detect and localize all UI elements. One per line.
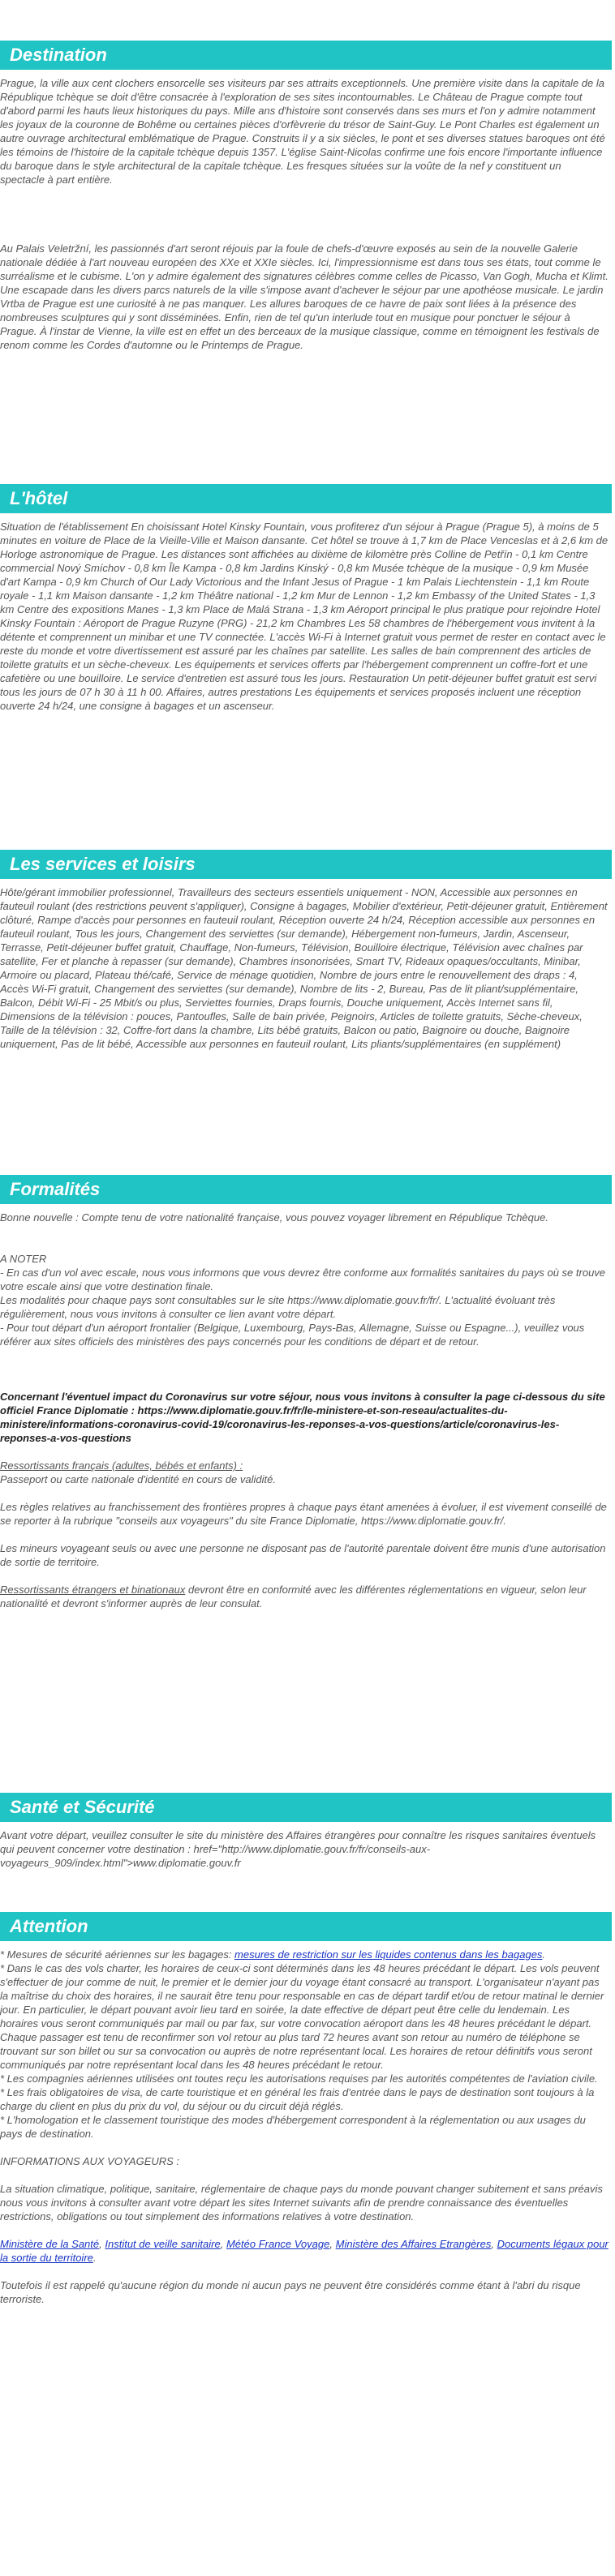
info-heading: INFORMATIONS AUX VOYAGEURS : [0, 2155, 180, 2167]
punctuation: . [92, 2252, 97, 2264]
paragraph: devront être en conformité avec les différentes réglementations en vigueur, selon leur nationalité et devront s'informer auprès de leur consulat. [0, 1584, 587, 1609]
paragraph: Avant votre départ, veuillez consulter le site du ministère des Affaires étrangères pour connaître les risques sanitaires éventuels qui peuvent concerner votre destination : href="http://www.diplomatie.gouv.fr/fr/conseils-aux-voyageurs_909/index.html">www.diplomatie.gouv.fr [0, 1829, 596, 1869]
paragraph: * Mesures de sécurité aériennes sur les bagages: [0, 1948, 235, 1961]
punctuation: . [542, 1948, 546, 1961]
separator: , [329, 2238, 336, 2250]
info-links [0, 2237, 609, 2265]
paragraph: Situation de l'établissement En choisissant Hotel Kinsky Fountain, vous profiterez d'un séjour à Prague (Prague 5), à moins de 5 minutes en voiture de Place de la Vieille-Ville et Maison dansante. Cet hôtel se trouve à 1,7 km de Place Venceslas et à 2,6 km de Horloge astronomique de Prague. Les distances sont affichées au dixième de kilomètre près Colline de Petřín - 0,1 km Centre commercial Nový Smíchov - 0,8 km Île Kampa - 0,8 km Jardins Kinský - 0,8 km Musée tchèque de la musique - 0,9 km Musée d'art Kampa - 0,9 km Church of Our Lady Victorious and the Infant Jesus of Prague - 1 km Palais Liechtenstein - 1,1 km Route royale - 1,1 km Maison dansante - 1,2 km Théâtre national - 1,2 km Mur de Lennon - 1,2 km Embassy of the United States - 1,3 km Centre des expositions Manes - 1,3 km Place de Malá Strana - 1,3 km Aéroport principal le plus pratique pour rejoindre Hotel Kinsky Fountain : Aéroport de Prague Ruzyne (PRG) - 21,2 km Chambres Les 58 chambres de l'hébergement vous invitent à la détente et comprennent un minibar et une TV connectée. L'accès Wi-Fi à Internet gratuit vous permet de rester en contact avec le reste du monde et votre divertissement est assuré par les chaînes par satellite. Les salles de bain comprennent des articles de toilette gratuits et un sèche-cheveux. Les équipements et services offerts par l'hébergement comprennent un coffre-fort et une cafetière ou une bouilloire. Le service d'entretien est assuré tous les jours. Restauration Un petit-déjeuner buffet gratuit est servi tous les jours de 07 h 30 à 11 h 00. Affaires, autres prestations Les équipements et services proposés incluent une réception ouverte 24 h/24, une consigne à bagages et un ascenseur. [0, 521, 609, 712]
section-banner [0, 41, 612, 70]
section-title: Formalités [10, 1179, 101, 1199]
paragraph: Hôte/gérant immobilier professionnel, Travailleurs des secteurs essentiels uniquement - NON, Accessible aux personnes en fauteuil roulant (des restrictions peuvent s'appliquer), Consigne à bagages, Mobilier d'extérieur, Petit-déjeuner gratuit, Entièrement clôturé, Rampe d'accès pour personnes en fauteuil roulant, Réception ouverte 24 h/24, Réception accessible aux personnes en fauteuil roulant, Tous les jours, Changement des serviettes (sur demande), Hébergement non-fumeurs, Jardin, Ascenseur, Terrasse, Petit-déjeuner buffet gratuit, Chauffage, Non-fumeurs, Télévision, Bouilloire électrique, Télévision avec chaînes par satellite, Fer et planche à repasser (sur demande), Chambres insonorisées, Smart TV, Rideaux opaques/occultants, Minibar, Armoire ou placard, Plateau thé/café, Service de ménage quotidien, Nombre de jours entre le renouvellement des draps : 4, Accès Wi-Fi gratuit, Changement des serviettes (sur demande), Nombre de lits - 2, Bureau, Pas de lit pliant/supplémentaire, Balcon, Débit Wi-Fi - 25 Mbit/s ou plus, Serviettes fournies, Draps fournis, Douche uniquement, Accès Internet sans fil, Dimensions de la télévision : pouces, Pantoufles, Salle de bain privée, Peignoirs, Articles de toilette gratuits, Sèche-cheveux, Taille de la télévision : 32, Coffre-fort dans la chambre, Lits bébé gratuits, Balcon ou patio, Baignoire ou douche, Baignoire uniquement, Pas de lit bébé, Accessible aux personnes en fauteuil roulant, Lits pliants/supplémentaires (en supplément) [0, 886, 608, 1050]
subheading: Ressortissants étrangers et binationaux [0, 1584, 186, 1596]
section-banner [0, 1175, 612, 1204]
section-body [0, 520, 615, 713]
section-sante [0, 1793, 615, 1870]
section-title: Attention [10, 1916, 88, 1936]
link-affaires-etrangeres[interactable]: Ministère des Affaires Etrangères [335, 2238, 492, 2250]
note-heading: A NOTER [0, 1253, 47, 1265]
paragraph: - Pour tout départ d'un aéroport frontalier (Belgique, Luxembourg, Pays-Bas, Allemagne, Suisse ou Espagne...), veuillez vous référer aux sites officiels des ministères des pays concernés pour les conditions de départ et de retour. [0, 1322, 585, 1348]
separator: , [220, 2238, 226, 2250]
section-body [0, 1211, 615, 1610]
section-attention [0, 1912, 615, 2306]
covid-notice: Concernant l'éventuel impact du Coronavirus sur votre séjour, nous vous invitons à consulter la page ci-dessous du site officiel France Diplomatie : https://www.diplomatie.gouv.fr/fr/le-ministere-et-son-reseau/actualites-du-ministere/informations-coronavirus-covid-19/coronavirus-les-reponses-a-vos-questions/article/coronavirus-les-reponses-a-vos-questions [0, 1391, 605, 1444]
link-documents-legaux[interactable]: Documents légaux pour la sortie du territoire [0, 2238, 609, 2264]
subheading: Ressortissants français (adultes, bébés et enfants) : [0, 1459, 243, 1472]
paragraph: Les règles relatives au franchissement des frontières propres à chaque pays étant amenées à évoluer, il est vivement conseillé de se reporter à la rubrique "conseils aux voyageurs" du site France Diplomatie, https://www.diplomatie.gouv.fr/. [0, 1501, 607, 1527]
section-body [0, 1828, 615, 1870]
paragraph: * Dans le cas des vols charter, les horaires de ceux-ci sont déterminés dans les 48 heures précédant le départ. Les vols peuvent s'effectuer de jour comme de nuit, le premier et le dernier jour du voyage étant consacré au transport. L'organisateur n'ayant pas la maîtrise du choix des horaires, il ne saurait être tenu pour responsable en cas de départ tardif et/ou de retour matinal le dernier jour. En particulier, le départ pouvant avoir lieu tard en soirée, la date effective de départ peut être celle du lendemain. Les horaires vous seront communiqués par mail ou par fax, sur votre convocation aéroport dans les 48 heures précédant le départ. Chaque passager est tenu de reconfirmer son vol retour au plus tard 72 heures avant son retour au numéro de téléphone se trouvant sur son billet ou sur sa convocation ou auprès de notre représentant local. Les horaires de retour définitifs vous seront communiqués par notre représentant local dans les 48 heures précédant le retour. [0, 1962, 604, 2071]
paragraph: Au Palais Veletržní, les passionnés d'art seront réjouis par la foule de chefs-d'œuvre exposés au sein de la nouvelle Galerie nationale dédiée à l'art nouveau européen des XXe et XXIe siècles. Ici, l'impressionnisme est dans tous ses états, tout comme le surréalisme et le cubisme. L'on y admire également des signatures célèbres comme celles de Picasso, Van Gogh, Mucha et Klimt. Une escapade dans les divers parcs naturels de la ville s'impose avant d'achever le séjour par une apothéose musicale. Le jardin Vrtba de Prague est une curiosité à ne pas manquer. Les allures baroques de ce havre de paix sont liées à la présence des nombreuses sculptures qui y sont disséminées. Enfin, rien de tel qu'un interlude tout en musique pour ponctuer le séjour à Prague. À l'instar de Vienne, la ville est en effet un des berceaux de la musique classique, comme en témoignent les festivals de renom comme les Cordes d'automne ou le Printemps de Prague. [0, 242, 609, 351]
liquids-restriction-link[interactable]: mesures de restriction sur les liquides contenus dans les bagages [234, 1948, 543, 1961]
paragraph: * Les compagnies aériennes utilisées ont toutes reçu les autorisations requises par les autorités compétentes de l'aviation civile. [0, 2072, 598, 2085]
section-services [0, 850, 615, 1051]
separator: , [99, 2238, 105, 2250]
paragraph: Les mineurs voyageant seuls ou avec une personne ne disposant pas de l'autorité parentale doivent être munis d'une autorisation de sortie de territoire. [0, 1542, 606, 1568]
paragraph: Passeport ou carte nationale d'identité en cours de validité. [0, 1473, 276, 1485]
section-title: Santé et Sécurité [10, 1797, 155, 1817]
paragraph: Prague, la ville aux cent clochers ensorcelle ses visiteurs par ses attraits exceptionnels. Une première visite dans la capitale de la République tchèque se doit d'être consacrée à l'exploration de ses sites incontournables. Le Château de Prague compte tout d'abord parmi les hauts lieux historiques du pays. Mille ans d'histoire sont conservés dans ses murs et l'on y admire notamment les joyaux de la couronne de Bohême ou certaines pièces d'orfèvrerie du trésor de Saint-Guy. Le Pont Charles est également un autre ouvrage architectural emblématique de Prague. Construits il y a six siècles, le pont et ses diverses statues baroques ont été les témoins de l'histoire de la capitale tchèque depuis 1357. L'église Saint-Nicolas confirme une fois encore l'importante influence du baroque dans le style architectural de la capitale tchèque. Les fresques situées sur la voûte de la nef y constituent un spectacle à part entière. [0, 77, 605, 186]
link-veille-sanitaire[interactable]: Institut de veille sanitaire [105, 2238, 221, 2250]
section-banner [0, 1912, 612, 1941]
section-formalites [0, 1175, 615, 1610]
paragraph: Les modalités pour chaque pays sont consultables sur le site https://www.diplomatie.gouv.fr/fr/. L'actualité évoluant très régulièrement, nous vous invitons à consulter ce lien avant votre départ. [0, 1294, 556, 1320]
section-hotel [0, 484, 615, 713]
paragraph: * L'homologation et le classement touristique des modes d'hébergement correspondent à la réglementation ou aux usages du pays de destination. [0, 2114, 586, 2140]
paragraph: * Les frais obligatoires de visa, de carte touristique et en général les frais d'entrée dans le pays de destination sont toujours à la charge du client en plus du prix du vol, du séjour ou du circuit déjà réglés. [0, 2086, 595, 2112]
paragraph: - En cas d'un vol avec escale, nous vous informons que vous devrez être conforme aux formalités sanitaires du pays où se trouve votre escale ainsi que votre destination finale. [0, 1267, 606, 1292]
paragraph: Toutefois il est rappelé qu'aucune région du monde ni aucun pays ne peuvent être considérés comme étant à l'abri du risque terroriste. [0, 2279, 581, 2305]
section-title: L'hôtel [10, 488, 68, 508]
link-meteo-france[interactable]: Météo France Voyage [226, 2238, 330, 2250]
section-body [0, 1948, 615, 2306]
separator: , [491, 2238, 497, 2250]
section-destination [0, 41, 615, 352]
section-body [0, 885, 615, 1051]
paragraph: La situation climatique, politique, sanitaire, réglementaire de chaque pays du monde pouvant changer subitement et sans préavis nous vous invitons à consulter avant votre départ les sites Internet suivants afin de prendre connaissance des éventuelles restrictions, obligations ou tout simplement des informations relatives à votre destination. [0, 2183, 603, 2222]
section-title: Les services et loisirs [10, 854, 196, 874]
section-title: Destination [10, 45, 107, 65]
section-body [0, 76, 615, 352]
paragraph: Bonne nouvelle : Compte tenu de votre nationalité française, vous pouvez voyager librement en République Tchèque. [0, 1211, 548, 1224]
section-banner [0, 850, 612, 879]
link-ministere-sante[interactable]: Ministère de la Santé [0, 2238, 100, 2250]
section-banner [0, 1793, 612, 1822]
section-banner [0, 484, 612, 513]
